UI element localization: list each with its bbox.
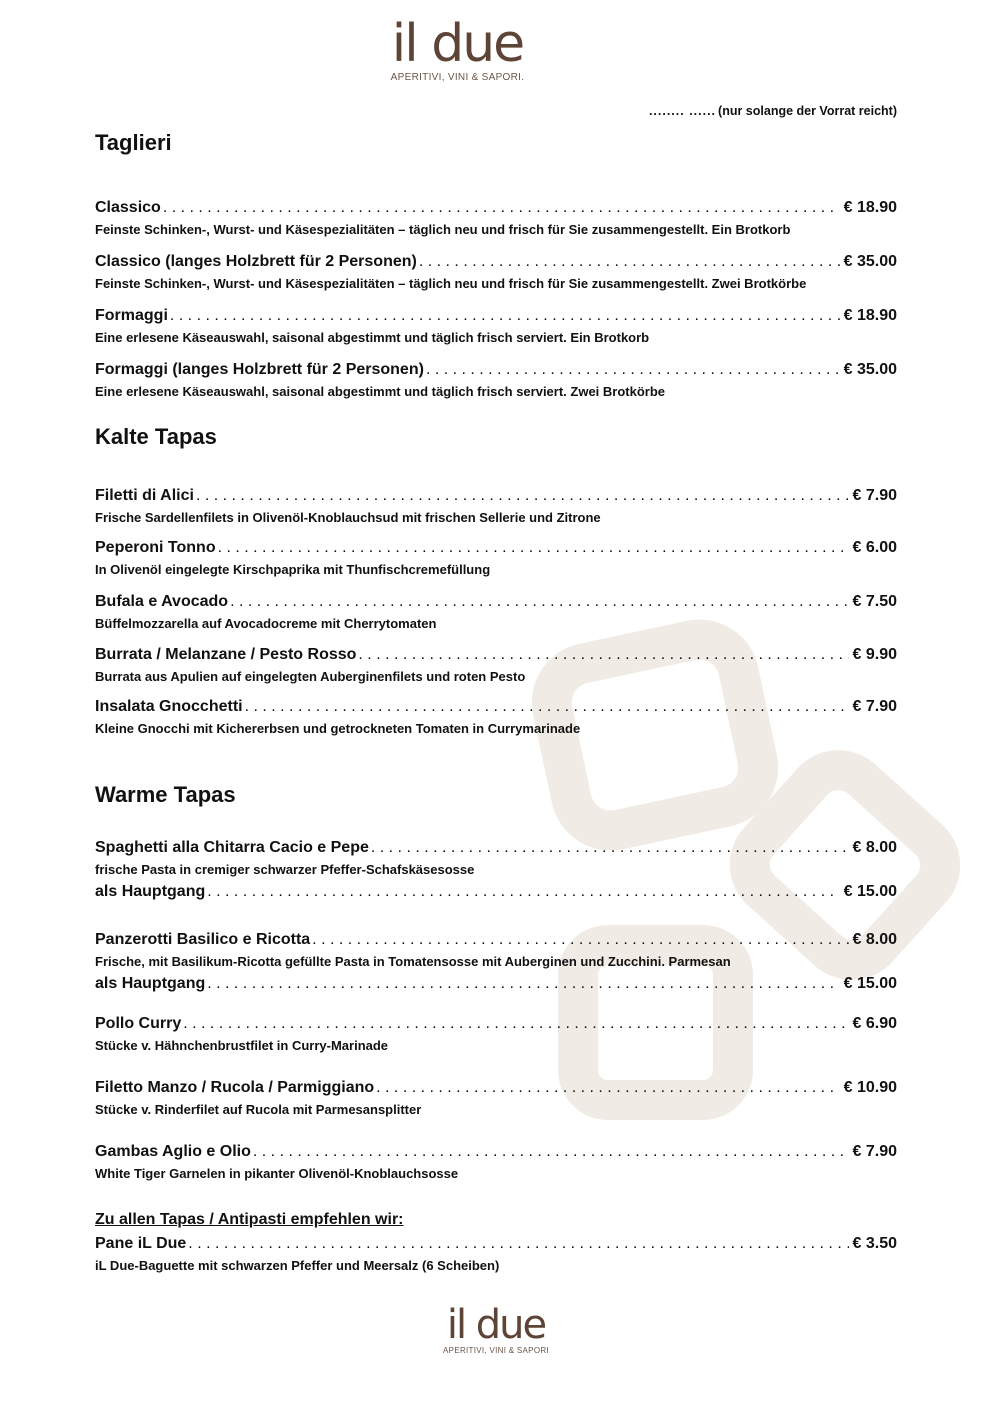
item-description: White Tiger Garnelen in pikanter Olivenöl-Knoblauchsosse: [95, 1166, 459, 1181]
item-price: € 7.90: [852, 487, 897, 504]
item-name: Spaghetti alla Chitarra Cacio e Pepe: [95, 839, 369, 856]
item-name: Pane iL Due: [95, 1235, 187, 1252]
menu-item: [95, 1143, 897, 1181]
dot-leader: [230, 593, 848, 611]
item-price: € 6.00: [852, 539, 897, 556]
item-name: Formaggi: [95, 307, 168, 324]
menu-item: [95, 487, 897, 525]
item-description: frische Pasta in cremiger schwarzer Pfeffer-Schafskäsesosse: [95, 862, 475, 877]
menu-item-main-course: [95, 883, 897, 901]
item-price: € 18.90: [843, 307, 897, 324]
item-price: € 10.90: [843, 1079, 897, 1096]
item-name: als Hauptgang: [95, 975, 206, 992]
notice-text: (nur solange der Vorrat reicht): [718, 104, 897, 118]
item-description: Kleine Gnocchi mit Kichererbsen und getrockneten Tomaten in Currymarinade: [95, 721, 581, 736]
menu-item: [95, 1079, 897, 1117]
dot-leader: [188, 1235, 848, 1253]
dot-leader: [245, 698, 849, 716]
item-description: Stücke v. Rinderfilet auf Rucola mit Parmesansplitter: [95, 1102, 422, 1117]
item-price: € 7.90: [852, 698, 897, 715]
item-description: Stücke v. Hähnchenbrustfilet in Curry-Marinade: [95, 1038, 389, 1053]
notice-dots: ........ ......: [648, 104, 717, 118]
brand-logo-top: [385, 14, 530, 83]
brand-logo-bottom: [440, 1302, 552, 1355]
dot-leader: [371, 839, 849, 857]
brand-wordmark: il due: [391, 14, 524, 74]
menu-item: [95, 199, 897, 237]
item-price: € 18.90: [843, 199, 897, 216]
item-description: Frische, mit Basilikum-Ricotta gefüllte Pasta in Tomatensosse mit Auberginen und Zucchini. Parmesan: [95, 954, 731, 969]
item-description: Eine erlesene Käseauswahl, saisonal abgestimmt und täglich frisch serviert. Zwei Brotkörbe: [95, 384, 666, 399]
item-name: Panzerotti Basilico e Ricotta: [95, 931, 311, 948]
dot-leader: [218, 539, 849, 557]
item-name: Pollo Curry: [95, 1015, 182, 1032]
availability-notice: [649, 104, 897, 118]
item-price: € 6.90: [852, 1015, 897, 1032]
dot-leader: [253, 1143, 849, 1161]
dot-leader: [207, 883, 839, 901]
menu-item-main-course: [95, 975, 897, 993]
item-name: Burrata / Melanzane / Pesto Rosso: [95, 646, 357, 663]
item-price: € 7.50: [852, 593, 897, 610]
section-title-taglieri: Taglieri: [95, 130, 172, 155]
item-price: € 8.00: [852, 839, 897, 856]
menu-item: [95, 253, 897, 291]
section-title-warme-tapas: Warme Tapas: [95, 782, 236, 807]
recommendation-title: Zu allen Tapas / Antipasti empfehlen wir:: [95, 1211, 404, 1228]
dot-leader: [426, 361, 840, 379]
item-name: Filetto Manzo / Rucola / Parmiggiano: [95, 1079, 375, 1096]
item-name: Insalata Gnocchetti: [95, 698, 243, 715]
item-description: Büffelmozzarella auf Avocadocreme mit Cherrytomaten: [95, 616, 437, 631]
item-name: Classico (langes Holzbrett für 2 Personen): [95, 253, 417, 270]
item-name: Gambas Aglio e Olio: [95, 1143, 251, 1160]
dot-leader: [376, 1079, 839, 1097]
dot-leader: [358, 646, 848, 664]
item-name: Classico: [95, 199, 161, 216]
menu-item: [95, 646, 897, 684]
dot-leader: [183, 1015, 848, 1033]
brand-wordmark: il due: [446, 1302, 546, 1348]
item-description: iL Due-Baguette mit schwarzen Pfeffer und Meersalz (6 Scheiben): [95, 1258, 500, 1273]
item-price: € 35.00: [843, 253, 897, 270]
dot-leader: [419, 253, 840, 271]
menu-item: [95, 698, 897, 736]
item-name: Bufala e Avocado: [95, 593, 229, 610]
brand-tagline: APERITIVI, VINI & SAPORI: [443, 1346, 549, 1355]
item-price: € 15.00: [843, 975, 897, 992]
item-name: Formaggi (langes Holzbrett für 2 Personen): [95, 361, 424, 378]
item-description: Feinste Schinken-, Wurst- und Käsespezialitäten – täglich neu und frisch für Sie zusammengestellt. Zwei Brotkörbe: [95, 276, 807, 291]
dot-leader: [170, 307, 840, 325]
menu-item: [95, 1015, 897, 1053]
item-name: Filetti di Alici: [95, 487, 194, 504]
item-price: € 35.00: [843, 361, 897, 378]
menu-item: [95, 361, 897, 399]
item-description: Frische Sardellenfilets in Olivenöl-Knoblauchsud mit frischen Sellerie und Zitrone: [95, 510, 601, 525]
item-description: Burrata aus Apulien auf eingelegten Auberginenfilets und roten Pesto: [95, 669, 526, 684]
brand-tagline: APERITIVI, VINI & SAPORI.: [390, 72, 525, 83]
item-description: Eine erlesene Käseauswahl, saisonal abgestimmt und täglich frisch serviert. Ein Brotkorb: [95, 330, 650, 345]
section-title-kalte-tapas: Kalte Tapas: [95, 424, 217, 449]
menu-item: [95, 839, 897, 877]
menu-item: [95, 593, 897, 631]
dot-leader: [312, 931, 848, 949]
dot-leader: [196, 487, 849, 505]
menu-item-bread: [95, 1235, 897, 1273]
dot-leader: [207, 975, 839, 993]
item-price: € 15.00: [843, 883, 897, 900]
item-price: € 3.50: [852, 1235, 897, 1252]
item-description: Feinste Schinken-, Wurst- und Käsespezialitäten – täglich neu und frisch für Sie zusammengestellt. Ein Brotkorb: [95, 222, 791, 237]
item-price: € 9.90: [852, 646, 897, 663]
menu-item: [95, 931, 897, 969]
item-price: € 8.00: [852, 931, 897, 948]
menu-item: [95, 539, 897, 577]
dot-leader: [163, 199, 840, 217]
item-name: als Hauptgang: [95, 883, 206, 900]
item-description: In Olivenöl eingelegte Kirschpaprika mit Thunfischcremefüllung: [95, 562, 491, 577]
menu-item: [95, 307, 897, 345]
item-price: € 7.90: [852, 1143, 897, 1160]
item-name: Peperoni Tonno: [95, 539, 216, 556]
